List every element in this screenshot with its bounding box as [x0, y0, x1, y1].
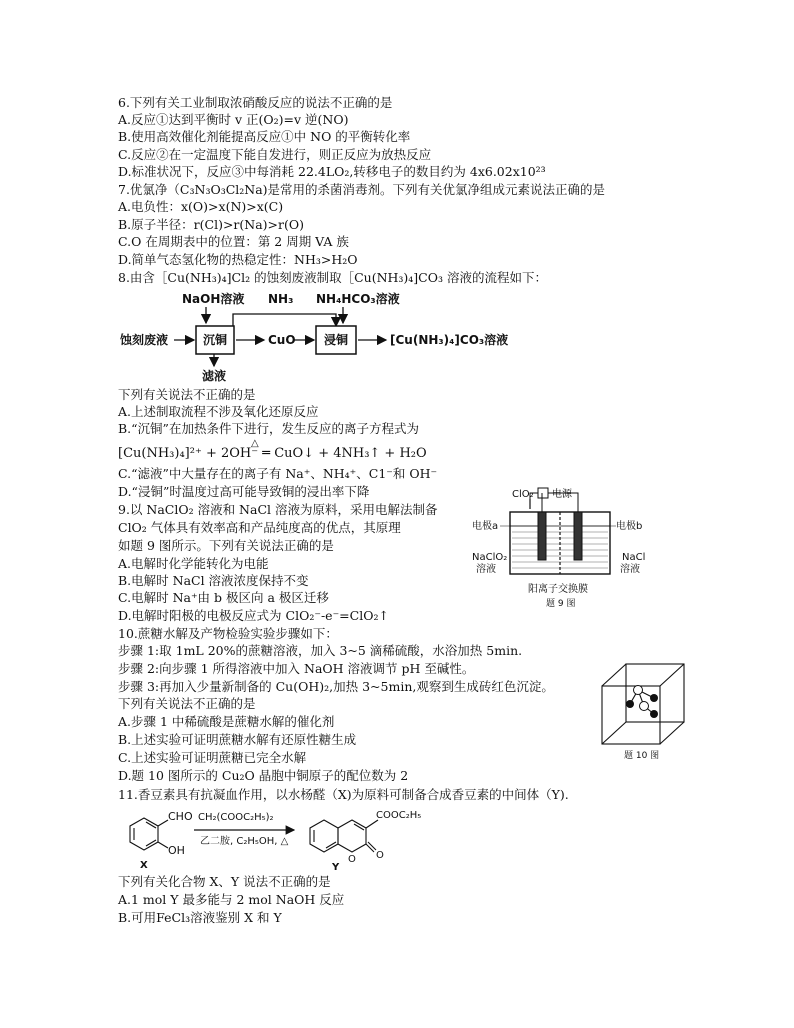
- q6-option-b: B.使用高效催化剂能提高反应①中 NO 的平衡转化率: [118, 129, 411, 144]
- q10-step-2: 步骤 2:向步骤 1 所得溶液中加入 NaOH 溶液调节 pH 至碱性。: [118, 661, 475, 676]
- clo2-label: ClO₂: [512, 489, 534, 500]
- q6-option-c: C.反应②在一定温度下能自发进行，则正反应为放热反应: [118, 147, 432, 162]
- q7-stem: 7.优氯净（C₃N₃O₃Cl₂Na)是常用的杀菌消毒剂。下列有关优氯净组成元素说法正确的是: [118, 182, 606, 197]
- q7-option-b: B.原子半径：r(Cl)>r(Na)>r(O): [118, 217, 304, 232]
- heat-condition: △: [251, 438, 259, 449]
- q9-option-d: D.电解时阳极的电极反应式为 ClO₂⁻-e⁻=ClO₂↑: [118, 608, 389, 623]
- cu-atom: [650, 694, 658, 702]
- product-label: [Cu(NH₃)₄]CO₃溶液: [390, 333, 509, 347]
- filtrate-label: 滤液: [202, 369, 227, 383]
- cho-label: CHO: [168, 810, 193, 823]
- q7-option-a: A.电负性：x(O)>x(N)>x(C): [118, 199, 284, 214]
- naclo2-label: NaClO₂: [472, 552, 508, 563]
- step-leach-label: 浸铜: [324, 333, 349, 347]
- q6-option-a: A.反应①达到平衡时 v 正(O₂)=v 逆(NO): [118, 112, 349, 127]
- power-label: 电源: [552, 489, 572, 500]
- q9-figure-caption: 题 9 图: [546, 599, 576, 609]
- q10-step-3: 步骤 3:再加入少量新制备的 Cu(OH)₂,加热 3~5min,观察到生成砖红色沉淀。: [118, 679, 554, 694]
- electrode-b-label: 电极b: [616, 521, 643, 532]
- cuo-label: CuO: [268, 333, 296, 347]
- oh-label: OH: [168, 844, 185, 857]
- q10-stem: 10.蔗糖水解及产物检验实验步骤如下：: [118, 626, 338, 641]
- q6-option-d: D.标准状况下，反应③中每消耗 22.4LO₂,转移电子的数目约为 4x6.02x10²³: [118, 164, 546, 179]
- membrane-label: 阳离子交换膜: [528, 584, 588, 595]
- o-atom: [640, 702, 649, 711]
- q10-option-d: D.题 10 图所示的 Cu₂O 晶胞中铜原子的配位数为 2: [118, 768, 409, 783]
- cu-atom: [650, 710, 658, 718]
- q8-ionic-equation: [Cu(NH₃)₄]²⁺ + 2OH⁻ ═ CuO↓ + 4NH₃↑ + H₂O: [118, 446, 427, 461]
- nacl-label: NaCl: [622, 552, 646, 563]
- q10-crystal-cell-figure: [592, 658, 698, 762]
- electrode-a: [538, 512, 546, 560]
- ring-o-label: O: [348, 854, 356, 865]
- naclo2-solution-label: 溶液: [476, 564, 496, 575]
- ester-label: COOC₂H₅: [376, 810, 422, 821]
- q6-stem: 6.下列有关工业制取浓硝酸反应的说法不正确的是: [118, 95, 393, 110]
- compound-y-label: Y: [332, 862, 340, 872]
- conditions-label: 乙二胺, C₂H₅OH, △: [200, 836, 289, 847]
- q11-option-a: A.1 mol Y 最多能与 2 mol NaOH 反应: [118, 892, 345, 907]
- nh4hco3-label: NH₄HCO₃溶液: [316, 292, 400, 306]
- q7-option-d: D.简单气态氢化物的热稳定性：NH₃>H₂O: [118, 252, 358, 267]
- q8-stem: 8.由含［Cu(NH₃)₄]Cl₂ 的蚀刻废液制取［Cu(NH₃)₄]CO₃ 溶液的流程如下：: [118, 270, 547, 285]
- q8-option-b: B.“沉铜”在加热条件下进行，发生反应的离子方程式为: [118, 421, 419, 436]
- q11-option-b: B.可用FeCl₃溶液鉴别 X 和 Y: [118, 910, 282, 925]
- q10-step-1: 步骤 1:取 1mL 20%的蔗糖溶液，加入 3~5 滴稀硫酸，水浴加热 5min.: [118, 643, 523, 658]
- q10-option-b: B.上述实验可证明蔗糖水解有还原性糖生成: [118, 732, 357, 747]
- q11-stem: 11.香豆素具有抗凝血作用，以水杨醛（X)为原料可制备合成香豆素的中间体（Y).: [118, 787, 569, 802]
- electrode-b: [574, 512, 582, 560]
- naoh-label: NaOH溶液: [182, 292, 245, 306]
- compound-x-label: X: [140, 860, 148, 871]
- q8-option-c: C.“滤液”中大量存在的离子有 Na⁺、NH₄⁺、C1⁻和 OH⁻: [118, 466, 438, 481]
- cu-atom: [626, 700, 634, 708]
- q8-option-d: D.“浸铜”时温度过高可能导致铜的浸出率下降: [118, 484, 370, 499]
- q9-option-c: C.电解时 Na⁺由 b 极区向 a 极区迁移: [118, 590, 329, 605]
- q7-option-c: C.O 在周期表中的位置：第 2 周期 VA 族: [118, 234, 349, 249]
- q8-prompt: 下列有关说法不正确的是: [118, 387, 256, 402]
- nacl-solution-label: 溶液: [620, 564, 640, 575]
- q9-stem-line2: ClO₂ 气体具有效率高和产品纯度高的优点，其原理: [118, 520, 401, 535]
- power-source: [538, 488, 548, 498]
- q9-option-a: A.电解时化学能转化为电能: [118, 556, 269, 571]
- step-precipitate-label: 沉铜: [203, 333, 228, 347]
- carbonyl-o-label: O: [376, 850, 384, 861]
- q10-figure-caption: 题 10 图: [624, 751, 660, 761]
- waste-label: 蚀刻废液: [120, 333, 169, 347]
- q11-prompt: 下列有关化合物 X、Y 说法不正确的是: [118, 874, 331, 889]
- o-atom: [634, 686, 643, 695]
- reagent-label: CH₂(COOC₂H₅)₂: [198, 812, 274, 823]
- q8-flow-diagram: [118, 290, 518, 384]
- q9-option-b: B.电解时 NaCl 溶液浓度保持不变: [118, 573, 309, 588]
- electrode-a-label: 电极a: [472, 521, 499, 532]
- q10-prompt: 下列有关说法不正确的是: [118, 696, 256, 711]
- q9-electrolysis-figure: [470, 486, 656, 612]
- nh3-label: NH₃: [268, 292, 294, 306]
- q9-stem-line1: 9.以 NaClO₂ 溶液和 NaCl 溶液为原料，采用电解法制备: [118, 502, 438, 517]
- q10-option-a: A.步骤 1 中稀硫酸是蔗糖水解的催化剂: [118, 714, 335, 729]
- q11-reaction-scheme: [118, 806, 448, 872]
- q8-option-a: A.上述制取流程不涉及氧化还原反应: [118, 404, 319, 419]
- q9-stem-line3: 如题 9 图所示。下列有关说法正确的是: [118, 538, 334, 553]
- q10-option-c: C.上述实验可证明蔗糖已完全水解: [118, 750, 307, 765]
